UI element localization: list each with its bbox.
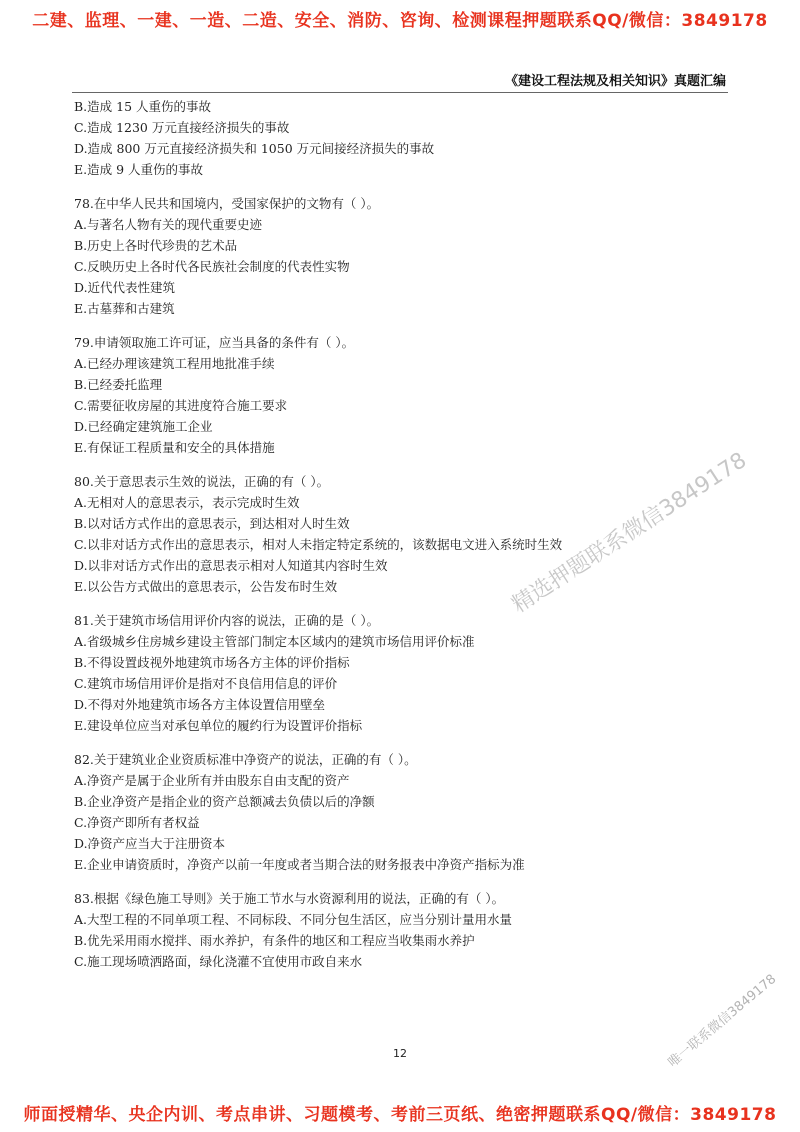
diagonal-watermark: 精选押题联系微信3849178 (507, 447, 752, 619)
question-line: 78.在中华人民共和国境内，受国家保护的文物有（ ）。 (74, 196, 380, 211)
question-line: B.优先采用雨水搅拌、雨水养护，有条件的地区和工程应当收集雨水养护 (74, 933, 475, 948)
question-line: E.以公告方式做出的意思表示，公告发布时生效 (74, 579, 338, 594)
question-line: D.不得对外地建筑市场各方主体设置信用壁垒 (74, 697, 326, 712)
question-line: 79.申请领取施工许可证，应当具备的条件有（ ）。 (74, 335, 355, 350)
question-block (74, 749, 734, 875)
question-line: B.历史上各时代珍贵的艺术品 (74, 238, 238, 253)
question-line: B.企业净资产是指企业的资产总额减去负债以后的净额 (74, 794, 375, 809)
top-promo-banner: 二建、监理、一建、一造、二造、安全、消防、咨询、检测课程押题联系QQ/微信：3849178 (32, 11, 768, 31)
corner-watermark: 唯一联系微信3849178 (665, 971, 780, 1071)
question-line: C.反映历史上各时代各民族社会制度的代表性实物 (74, 259, 350, 274)
question-line: C.造成 1230 万元直接经济损失的事故 (74, 120, 290, 135)
header-title: 《建设工程法规及相关知识》真题汇编 (504, 74, 726, 89)
question-line: E.建设单位应当对承包单位的履约行为设置评价指标 (74, 718, 363, 733)
question-line: C.建筑市场信用评价是指对不良信用信息的评价 (74, 676, 338, 691)
question-line: A.已经办理该建筑工程用地批准手续 (74, 356, 275, 371)
question-line: C.需要征收房屋的其进度符合施工要求 (74, 398, 288, 413)
question-block (74, 610, 734, 736)
bottom-promo-banner: 师面授精华、央企内训、考点串讲、习题模考、考前三页纸、绝密押题联系QQ/微信：3849178 (23, 1105, 777, 1125)
question-line: E.古墓葬和古建筑 (74, 301, 175, 316)
question-line: B.造成 15 人重伤的事故 (74, 99, 212, 114)
question-line: A.无相对人的意思表示，表示完成时生效 (74, 495, 300, 510)
question-line: B.以对话方式作出的意思表示，到达相对人时生效 (74, 516, 350, 531)
question-line: D.净资产应当大于注册资本 (74, 836, 226, 851)
question-line: A.与著名人物有关的现代重要史迹 (74, 217, 263, 232)
question-line: A.省级城乡住房城乡建设主管部门制定本区域内的建筑市场信用评价标准 (74, 634, 475, 649)
question-line: C.净资产即所有者权益 (74, 815, 200, 830)
question-line: B.不得设置歧视外地建筑市场各方主体的评价指标 (74, 655, 350, 670)
question-block (74, 96, 734, 180)
question-line: 83.根据《绿色施工导则》关于施工节水与水资源利用的说法，正确的有（ ）。 (74, 891, 505, 906)
question-line: E.造成 9 人重伤的事故 (74, 162, 203, 177)
question-line: D.造成 800 万元直接经济损失和 1050 万元间接经济损失的事故 (74, 141, 435, 156)
question-line: C.施工现场喷洒路面，绿化浇灌不宜使用市政自来水 (74, 954, 363, 969)
question-block (74, 332, 734, 458)
question-line: A.净资产是属于企业所有并由股东自由支配的资产 (74, 773, 350, 788)
question-line: 80.关于意思表示生效的说法，正确的有（ ）。 (74, 474, 330, 489)
question-line: D.以非对话方式作出的意思表示相对人知道其内容时生效 (74, 558, 388, 573)
question-line: E.有保证工程质量和安全的具体措施 (74, 440, 275, 455)
question-line: E.企业申请资质时，净资产以前一年度或者当期合法的财务报表中净资产指标为准 (74, 857, 525, 872)
question-line: B.已经委托监理 (74, 377, 163, 392)
question-block (74, 193, 734, 319)
question-line: C.以非对话方式作出的意思表示，相对人未指定特定系统的，该数据电文进入系统时生效 (74, 537, 563, 552)
question-block (74, 888, 734, 972)
question-line: 81.关于建筑市场信用评价内容的说法，正确的是（ ）。 (74, 613, 380, 628)
question-line: D.已经确定建筑施工企业 (74, 419, 213, 434)
question-line: A.大型工程的不同单项工程、不同标段、不同分包生活区，应当分别计量用水量 (74, 912, 513, 927)
question-line: 82.关于建筑业企业资质标准中净资产的说法，正确的有（ ）。 (74, 752, 417, 767)
question-line: D.近代代表性建筑 (74, 280, 176, 295)
page-number: 12 (393, 1047, 407, 1060)
header-rule (72, 92, 728, 93)
